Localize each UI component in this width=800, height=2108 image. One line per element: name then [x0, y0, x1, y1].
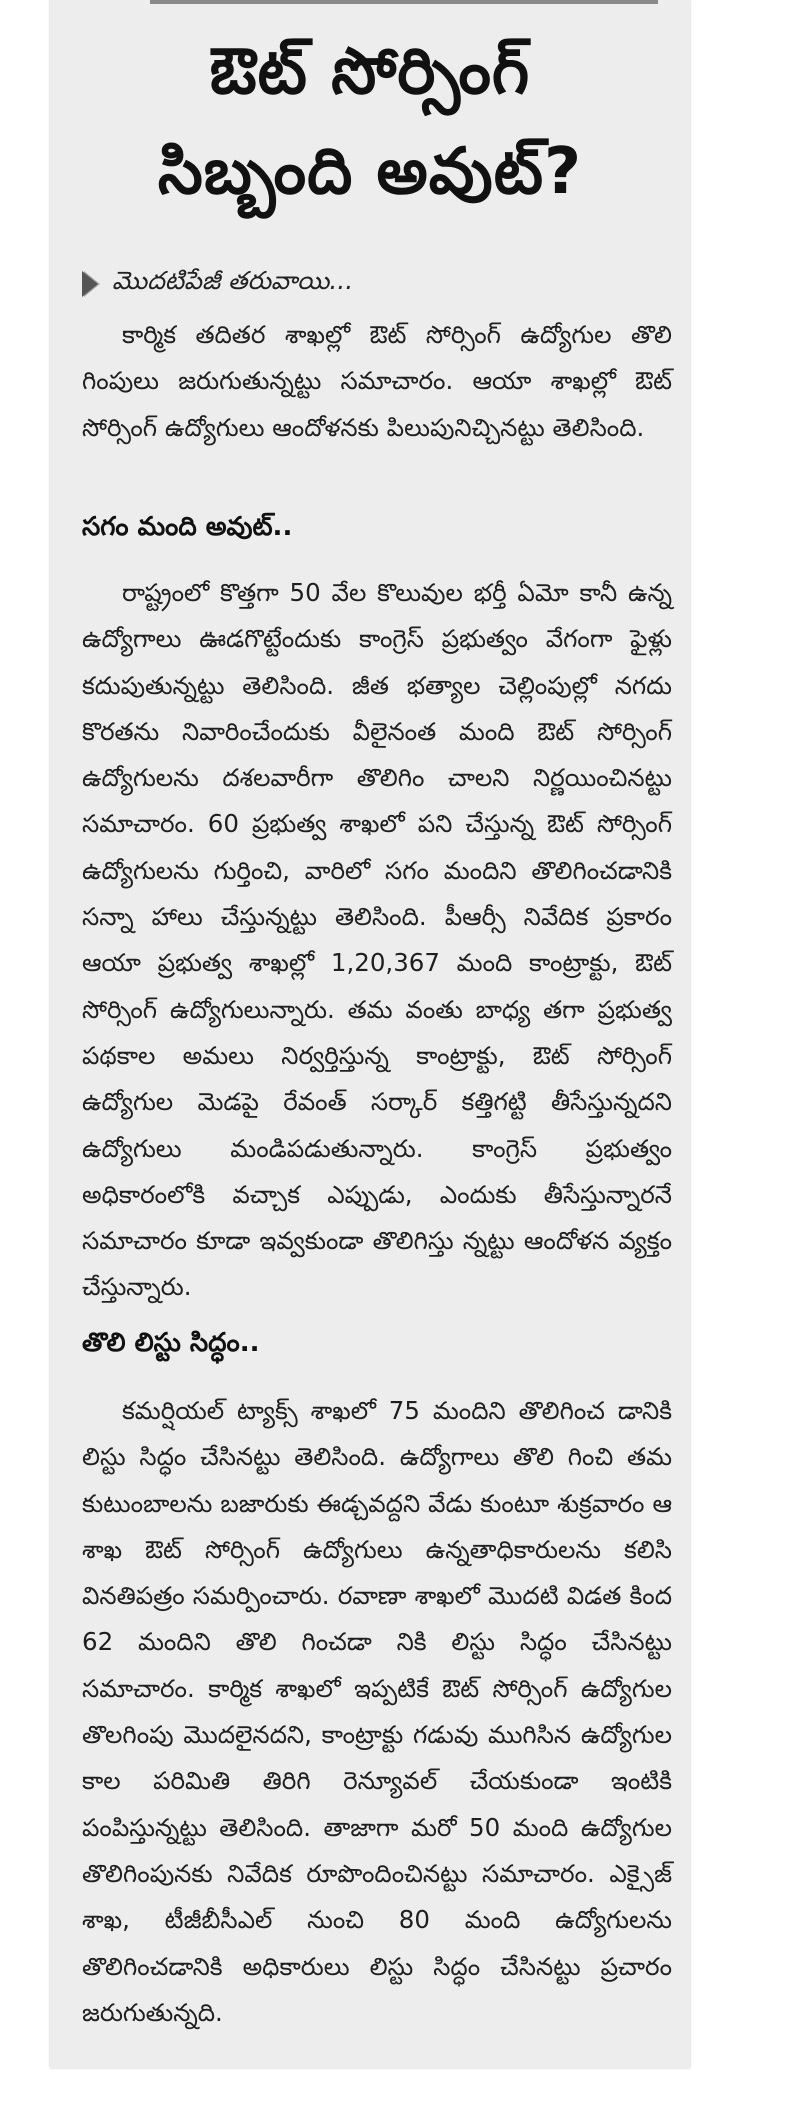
continued-from-text: మొదటిపేజీ తరువాయి... — [112, 266, 354, 295]
top-rule — [150, 0, 658, 4]
subhead-1: సగం మంది అవుట్.. — [82, 512, 293, 542]
paragraph-2: రాష్ట్రంలో కొత్తగా 50 వేల కొలువుల భర్తీ ఏమో కానీ ఉన్న ఉద్యోగాలు ఊడగొట్టేందుకు కాంగ్రెస్ ప్రభుత్వం వేగంగా ఫైళ్లు కదుపుతున్నట్టు తెలిసింది. జీత భత్యాల చెల్లింపుల్లో నగదు కొరతను నివారించేందుకు వీలైనంత మంది ఔట్ సోర్సింగ్ ఉద్యోగులను దశలవారీగా తొలిగిం చాలని నిర్ణయించినట్టు సమాచారం. 60 ప్రభుత్వ శాఖలో పని చేస్తున్న ఔట్ సోర్సింగ్ ఉద్యోగులను గుర్తించి, వారిలో సగం మందిని తొలిగించడానికి సన్నా హాలు చేస్తున్నట్టు తెలిసింది. పీఆర్సీ నివేదిక ప్రకారం ఆయా ప్రభుత్వ శాఖల్లో 1,20,367 మంది కాంట్రాక్టు, ఔట్ సోర్సింగ్ ఉద్యోగులున్నారు. తమ వంతు బాధ్య తగా ప్రభుత్వ పథకాల అమలు నిర్వర్తిస్తున్న కాంట్రాక్టు, ఔట్ సోర్సింగ్ ఉద్యోగుల మెడపై రేవంత్ సర్కార్ కత్తిగట్టి తీసేస్తున్నదని ఉద్యోగులు మండిపడుతున్నారు. కాంగ్రెస్ ప్రభుత్వం అధికారంలోకి వచ్చాక ఎప్పుడు, ఎందుకు తీసేస్తున్నారనే సమాచారం కూడా ఇవ్వకుండా తొలిగిస్తు న్నట్టు ఆందోళన వ్యక్తం చేస్తున్నారు. — [82, 578, 672, 1302]
continued-from — [82, 266, 353, 302]
paragraph-3: కమర్షియల్ ట్యాక్స్ శాఖలో 75 మందిని తొలిగించ డానికి లిస్టు సిద్ధం చేసినట్టు తెలిసింది. ఉద్యోగాలు తొలి గించి తమ కుటుంబాలను బజారుకు ఈడ్చవద్దని వేడు కుంటూ శుక్రవారం ఆ శాఖ ఔట్ సోర్సింగ్ ఉద్యోగులు ఉన్నతాధికారులను కలిసి వినతిపత్రం సమర్పించారు. రవాణా శాఖలో మొదటి విడత కింద 62 మందిని తొలి గించడా నికి లిస్టు సిద్ధం చేసినట్టు సమాచారం. కార్మిక శాఖలో ఇప్పటికే ఔట్ సోర్సింగ్ ఉద్యోగుల తొలగింపు మొదలైనదని, కాంట్రాక్టు గడువు ముగిసిన ఉద్యోగుల కాల పరిమితి తిరిగి రెన్యూవల్ చేయకుండా ఇంటికి పంపిస్తున్నట్టు తెలిసింది. తాజాగా మరో 50 మంది ఉద్యోగుల తొలిగింపునకు నివేదిక రూపొందించినట్టు సమాచారం. ఎక్సైజ్ శాఖ, టీజీబీసీఎల్ నుంచి 80 మంది ఉద్యోగులను తొలిగించడానికి అధికారులు లిస్టు సిద్ధం చేసినట్టు ప్రచారం జరుగుతున్నది. — [82, 1396, 672, 2027]
paragraph-1: కార్మిక తదితర శాఖల్లో ఔట్ సోర్సింగ్ ఉద్యోగుల తొలి గింపులు జరుగుతున్నట్టు సమాచారం. ఆయా శాఖల్లో ఔట్ సోర్సింగ్ ఉద్యోగులు ఆందోళనకు పిలుపునిచ్చినట్టు తెలిసింది. — [82, 320, 672, 442]
headline-line-2: సిబ్బంది అవుట్? — [157, 135, 583, 209]
triangle-bullet-icon — [82, 271, 98, 297]
headline-line-1: ఔట్ సోర్సింగ్ — [209, 35, 531, 109]
subhead-2: తొలి లిస్టు సిద్ధం.. — [82, 1328, 260, 1358]
